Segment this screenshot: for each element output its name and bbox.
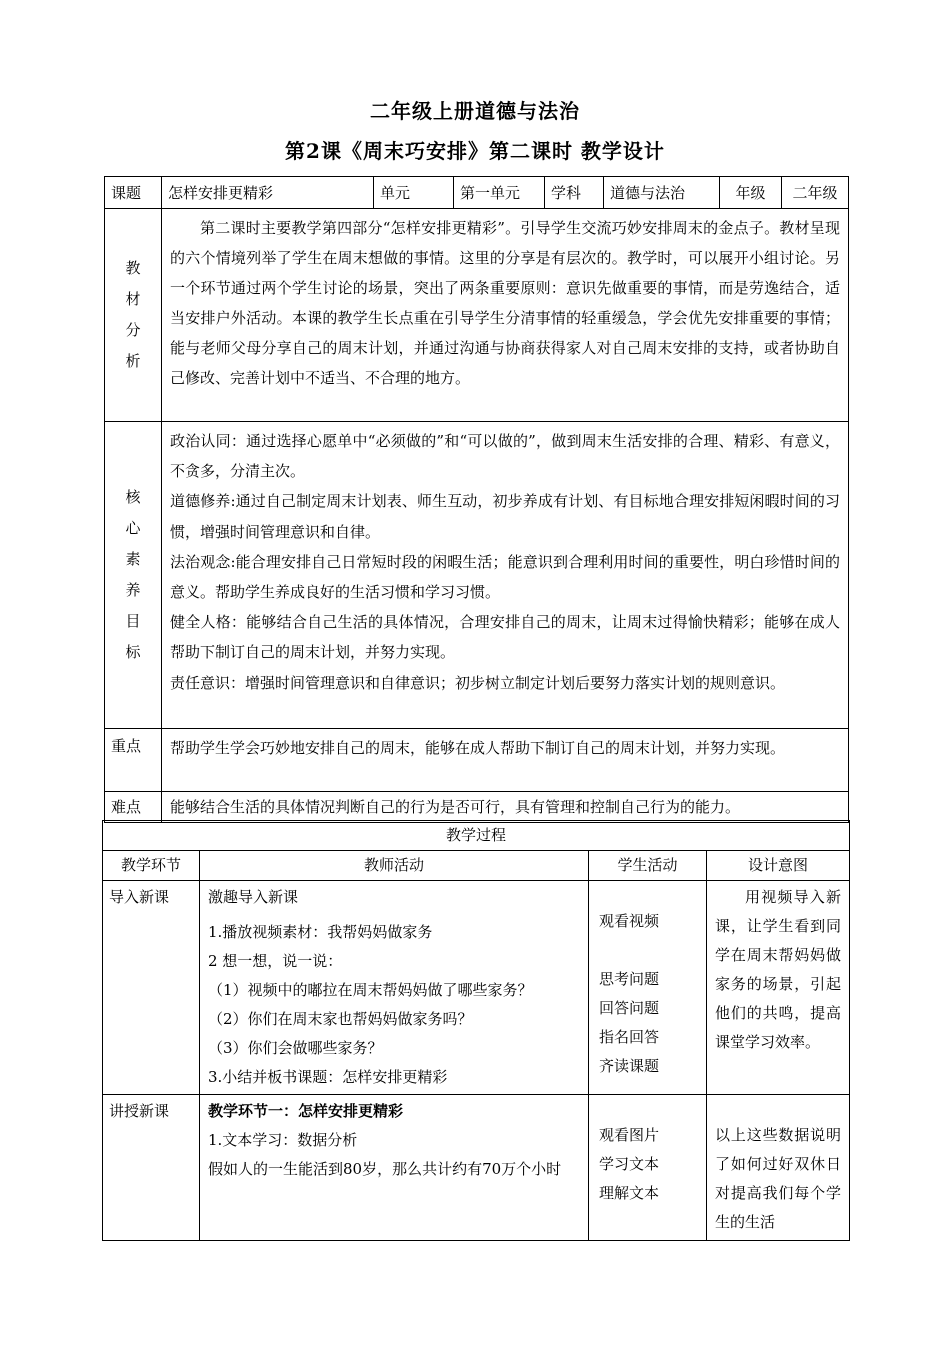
process-header-row <box>103 821 850 851</box>
info-row <box>105 177 849 209</box>
material-analysis-paragraph: 第二课时主要教学第四部分“怎样安排更精彩”。引导学生交流巧妙安排周末的金点子。教材呈现的六个情境列举了学生在周末想做的事情。这里的分享是有层次的。教学时，可以展开小组讨论。另一个环节通过两个学生讨论的场景，突出了两条重要原则：意识先做重要的事情，而是劳逸结合，适当安排户外活动。本课的教学生长点重在引导学生分清事情的轻重缓急，学会优先安排重要的事情；能与老师父母分享自己的周末计划，并通过沟通与协商获得家人对自己周末安排的支持，或者协助自己修改、完善计划中不适当、不合理的地方。 <box>170 219 840 387</box>
key-point-label: 重点 <box>105 729 162 792</box>
teacher-teach-line: 1.文本学习：数据分析 <box>208 1131 358 1149</box>
col-teacher: 教师活动 <box>200 851 589 881</box>
document-title: 二年级上册道德与法治 <box>370 99 580 123</box>
student-intro-line: 思考问题 <box>599 970 660 988</box>
teacher-intro-line: 3.小结并板书课题：怎样安排更精彩 <box>208 1068 448 1086</box>
teacher-intro <box>200 881 589 1095</box>
student-teach-line: 理解文本 <box>599 1184 660 1202</box>
unit-label: 单元 <box>374 177 454 209</box>
goals-label-line-3: 目标 <box>125 612 151 661</box>
process-row-intro <box>103 881 850 1095</box>
col-intent: 设计意图 <box>707 851 850 881</box>
topic-label: 课题 <box>105 177 162 209</box>
col-stage: 教学环节 <box>103 851 200 881</box>
teacher-intro-line: （1）视频中的嘟拉在周末帮妈妈做了哪些家务？ <box>208 981 533 999</box>
col-student: 学生活动 <box>589 851 707 881</box>
student-intro-line: 观看视频 <box>599 912 660 930</box>
core-goals-text <box>162 422 849 729</box>
stage-intro: 导入新课 <box>103 881 200 1095</box>
student-teach-line: 观看图片 <box>599 1126 660 1144</box>
intent-teach: 以上这些数据说明了如何过好双休日对提高我们每个学生的生活 <box>707 1095 850 1241</box>
student-intro-line <box>599 936 700 965</box>
teacher-intro-line: （3）你们会做哪些家务？ <box>208 1039 383 1057</box>
student-intro <box>589 881 707 1095</box>
goal-law: 法治观念:能合理安排自己日常短时段的闲暇生活；能意识到合理利用时间的重要性，明白珍惜时间的意义。帮助学生养成良好的生活习惯和学习习惯。 <box>170 552 840 602</box>
teacher-teach-line: 假如人的一生能活到80岁，那么共计约有70万个小时 <box>208 1160 562 1178</box>
goals-label-line-1: 核心 <box>125 488 151 537</box>
student-teach-line: 学习文本 <box>599 1155 660 1173</box>
student-teach <box>589 1095 707 1241</box>
grade-value: 二年级 <box>782 177 849 209</box>
student-intro-line: 齐读课题 <box>599 1057 660 1075</box>
subject-value: 道德与法治 <box>604 177 720 209</box>
teacher-intro-line: 激趣导入新课 <box>208 888 299 906</box>
student-intro-line: 指名回答 <box>599 1028 660 1046</box>
teacher-intro-line: （2）你们在周末家也帮妈妈做家务吗？ <box>208 1010 473 1028</box>
process-table <box>102 820 850 1241</box>
teacher-intro-line: 2 想一想，说一说： <box>208 952 343 970</box>
material-analysis-text <box>162 209 849 422</box>
unit-value: 第一单元 <box>454 177 545 209</box>
stage-teach: 讲授新课 <box>103 1095 200 1241</box>
process-columns-row <box>103 851 850 881</box>
info-table <box>104 176 849 823</box>
material-analysis-label <box>105 209 162 422</box>
subject-label: 学科 <box>545 177 604 209</box>
difficulty-row <box>105 792 849 823</box>
material-label-line-2: 分析 <box>125 321 151 370</box>
teacher-teach-heading: 教学环节一：怎样安排更精彩 <box>208 1102 404 1120</box>
process-row-teach <box>103 1095 850 1241</box>
goal-moral: 道德修养:通过自己制定周末计划表、师生互动，初步养成有计划、有目标地合理安排短闲暇时间的习惯，增强时间管理意识和自律。 <box>170 492 840 541</box>
material-analysis-row <box>105 209 849 422</box>
key-point-row <box>105 729 849 792</box>
difficulty-label: 难点 <box>105 792 162 823</box>
teacher-intro-line: 1.播放视频素材：我帮妈妈做家务 <box>208 923 433 941</box>
core-goals-row <box>105 422 849 729</box>
student-intro-line: 回答问题 <box>599 999 660 1017</box>
key-point-text: 帮助学生学会巧妙地安排自己的周末，能够在成人帮助下制订自己的周末计划，并努力实现。 <box>162 729 849 792</box>
goal-political: 政治认同：通过选择心愿单中“必须做的”和“可以做的”，做到周末生活安排的合理、精彩、有意义，不贪多，分清主次。 <box>170 432 840 481</box>
material-label-line-1: 教材 <box>125 259 151 308</box>
goals-label-line-2: 素养 <box>125 550 151 599</box>
process-header: 教学过程 <box>103 821 850 851</box>
document-subtitle: 第2课《周末巧安排》第二课时 教学设计 <box>285 139 665 163</box>
intent-intro: 用视频导入新课，让学生看到同学在周末帮妈妈做家务的场景，引起他们的共鸣，提高课堂学习效率。 <box>707 881 850 1095</box>
goal-responsibility: 责任意识：增强时间管理意识和自律意识；初步树立制定计划后要努力落实计划的规则意识。 <box>170 673 786 692</box>
goal-personality: 健全人格：能够结合自己生活的具体情况，合理安排自己的周末，让周末过得愉快精彩；能够在成人帮助下制订自己的周末计划，并努力实现。 <box>170 613 840 662</box>
teacher-teach <box>200 1095 589 1241</box>
difficulty-text: 能够结合生活的具体情况判断自己的行为是否可行，具有管理和控制自己行为的能力。 <box>162 792 849 823</box>
core-goals-label <box>105 422 162 729</box>
grade-label: 年级 <box>720 177 782 209</box>
topic-value: 怎样安排更精彩 <box>162 177 374 209</box>
